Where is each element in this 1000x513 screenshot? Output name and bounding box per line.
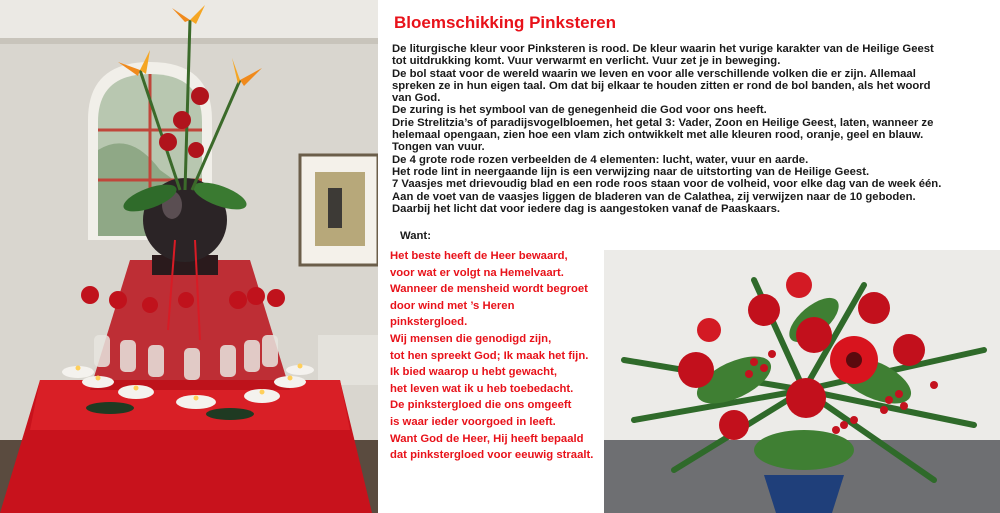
bouquet-image xyxy=(604,250,1000,513)
poem-line: het leven wat ik u heb toebedacht. xyxy=(390,382,574,395)
description-text xyxy=(392,43,992,215)
page-title: Bloemschikking Pinksteren xyxy=(394,13,617,32)
description-line: Drie Strelitzia’s of paradijsvogelbloemen, het getal 3: Vader, Zoon en Heilige Geest, laten, wanneer ze xyxy=(392,116,934,129)
description-line: van God. xyxy=(392,92,441,105)
poem-line: dat pinkstergloed voor eeuwig straalt. xyxy=(390,449,594,462)
description-line: De liturgische kleur voor Pinksteren is rood. De kleur waarin het vurige karakter van de Heilige Geest xyxy=(392,43,934,55)
description-line: Aan de voet van de vaasjes liggen de bladeren van de Calathea, zij verwijzen naar de 10 geboden. xyxy=(392,190,916,203)
description-line: De bol staat voor de wereld waarin we leven en voor alle verschillende volken die er zijn. Allemaal xyxy=(392,67,916,80)
poem-line: De pinkstergloed die ons omgeeft xyxy=(390,399,572,412)
description-line: 7 Vaasjes met drievoudig blad en een rode roos staan voor de volheid, voor elke dag van de week één. xyxy=(392,178,942,191)
poem-line: Wij mensen die genodigd zijn, xyxy=(390,332,552,345)
description-line: De zuring is het symbool van de genegenheid die God voor ons heeft. xyxy=(392,104,767,117)
description-line: Tongen van vuur. xyxy=(392,141,485,154)
bouquet-photo xyxy=(604,250,1000,513)
poem xyxy=(390,248,593,464)
description-line: Het rode lint in neergaande lijn is een verwijzing naar de uitstorting van de Heilige Geest. xyxy=(392,165,870,178)
want-label: Want: xyxy=(400,230,431,242)
description-line: helemaal opengaan, zien hoe een vlam zich ontwikkelt met alle kleuren rood, oranje, geel en blauw. xyxy=(392,129,924,142)
description-line: spreken ze in hun eigen taal. Om dat bij elkaar te houden zitten er rond de bol banden, als het woord xyxy=(392,79,931,92)
altar-arrangement-image xyxy=(0,0,378,513)
poem-line: is waar ieder voorgoed in leeft. xyxy=(390,415,556,428)
poem-line: tot hen spreekt God; Ik maak het fijn. xyxy=(390,349,589,362)
description-line: tot uitdrukking komt. Vuur verwarmt en verlicht. Vuur zet je in beweging. xyxy=(392,55,781,68)
description-line: De 4 grote rode rozen verbeelden de 4 elementen: lucht, water, vuur en aarde. xyxy=(392,153,809,166)
poem-line: pinkstergloed. xyxy=(390,316,468,329)
description-line: Daarbij het licht dat voor iedere dag is aangestoken vanaf de Paaskaars. xyxy=(392,202,781,215)
poem-line: Want God de Heer, Hij heeft bepaald xyxy=(390,432,584,445)
poem-line: Het beste heeft de Heer bewaard, xyxy=(390,250,568,262)
poem-line: Ik bied waarop u hebt gewacht, xyxy=(390,366,557,379)
poem-line: Wanneer de mensheid wordt begroet xyxy=(390,283,588,296)
poem-line: voor wat er volgt na Hemelvaart. xyxy=(390,266,564,279)
altar-arrangement-photo xyxy=(0,0,378,513)
poem-line: door wind met ’s Heren xyxy=(390,299,515,312)
